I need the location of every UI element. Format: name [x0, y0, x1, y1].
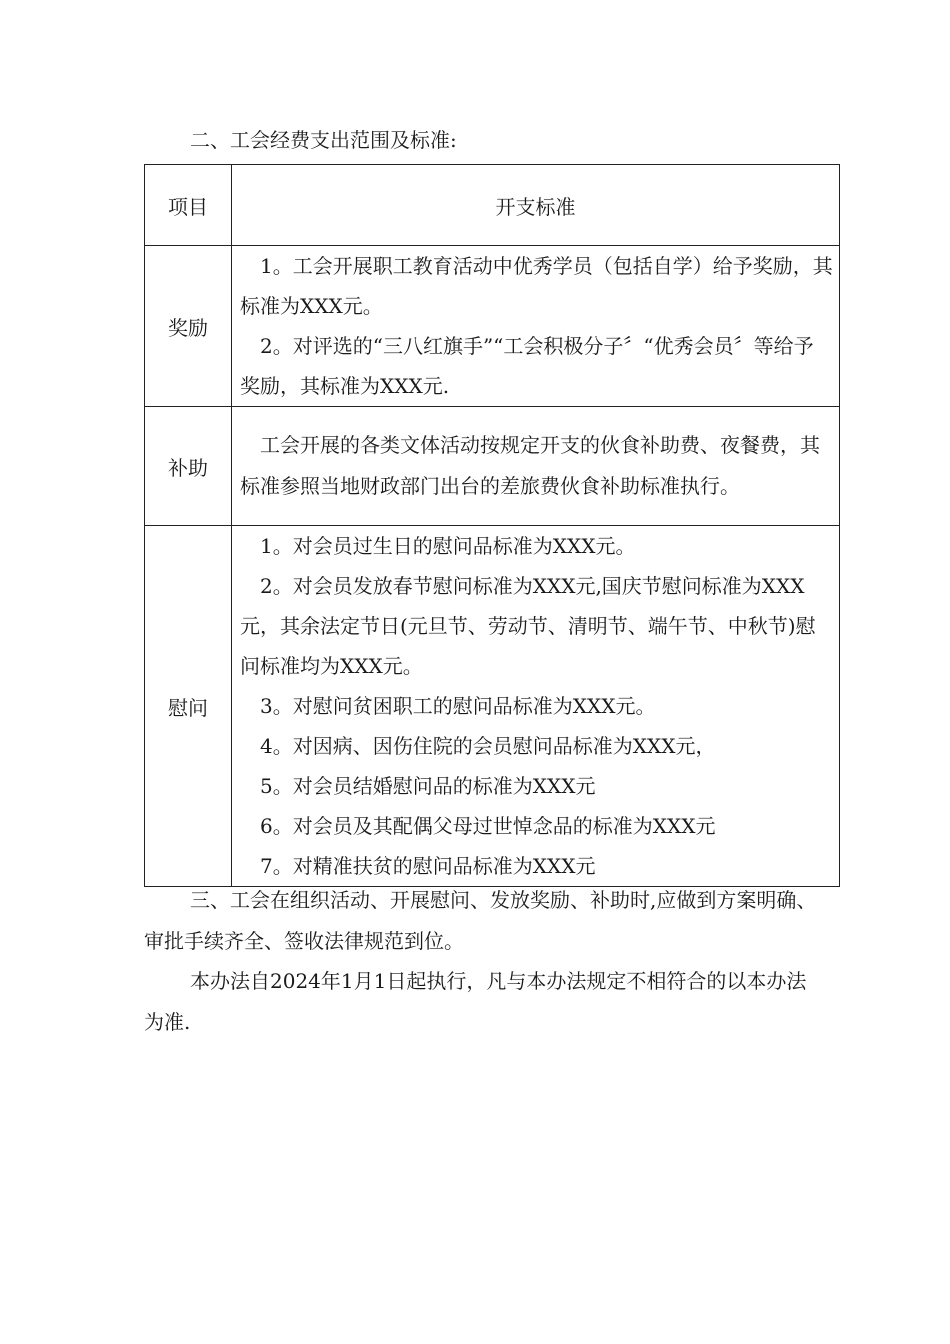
condolence-item: 2。对会员发放春节慰问标准为XXX元,国庆节慰问标准为XXX元，其余法定节日(元旦节、劳动节、清明节、端午节、中秋节)慰问标准均为XXX元。: [240, 574, 816, 678]
row-label-condolence: 慰问: [145, 526, 232, 887]
condolence-item: 6。对会员及其配偶父母过世悼念品的标准为XXX元: [260, 814, 716, 838]
row-label-subsidy: 补助: [145, 407, 232, 526]
header-standard: 开支标准: [232, 165, 840, 246]
table-row: [145, 407, 840, 526]
table-header-row: [145, 165, 840, 246]
section-heading: 二、工会经费支出范围及标准:: [190, 128, 457, 152]
subsidy-text: 工会开展的各类文体活动按规定开支的伙食补助费、夜餐费，其标准参照当地财政部门出台的差旅费伙食补助标准执行。: [240, 433, 820, 498]
award-item: 2。对评选的“三八红旗手”“工会积极分子〞“优秀会员〞等给予奖励，其标准为XXX元.: [240, 334, 814, 398]
section-three-paragraph: 三、工会在组织活动、开展慰问、发放奖励、补助时,应做到方案明确、审批手续齐全、签收法律规范到位。: [144, 888, 817, 953]
table-row: [145, 246, 840, 407]
condolence-item: 1。对会员过生日的慰问品标准为XXX元。: [260, 534, 636, 558]
condolence-item: 7。对精准扶贫的慰问品标准为XXX元: [260, 854, 596, 878]
header-item: 项目: [145, 165, 232, 246]
table-row: [145, 526, 840, 887]
condolence-standard-cell: [232, 526, 840, 887]
effective-date-paragraph: 本办法自2024年1月1日起执行，凡与本办法规定不相符合的以本办法为准.: [144, 969, 807, 1034]
condolence-item: 4。对因病、因伤住院的会员慰问品标准为XXX元，: [260, 734, 716, 758]
condolence-item: 5。对会员结婚慰问品的标准为XXX元: [260, 774, 596, 798]
row-label-award: 奖励: [145, 246, 232, 407]
expense-standard-table: [144, 164, 840, 887]
condolence-item: 3。对慰问贫困职工的慰问品标准为XXX元。: [260, 694, 656, 718]
award-item: 1。工会开展职工教育活动中优秀学员（包括自学）给予奖励，其标准为XXX元。: [240, 254, 833, 318]
subsidy-standard-cell: [232, 407, 840, 526]
award-standard-cell: [232, 246, 840, 407]
